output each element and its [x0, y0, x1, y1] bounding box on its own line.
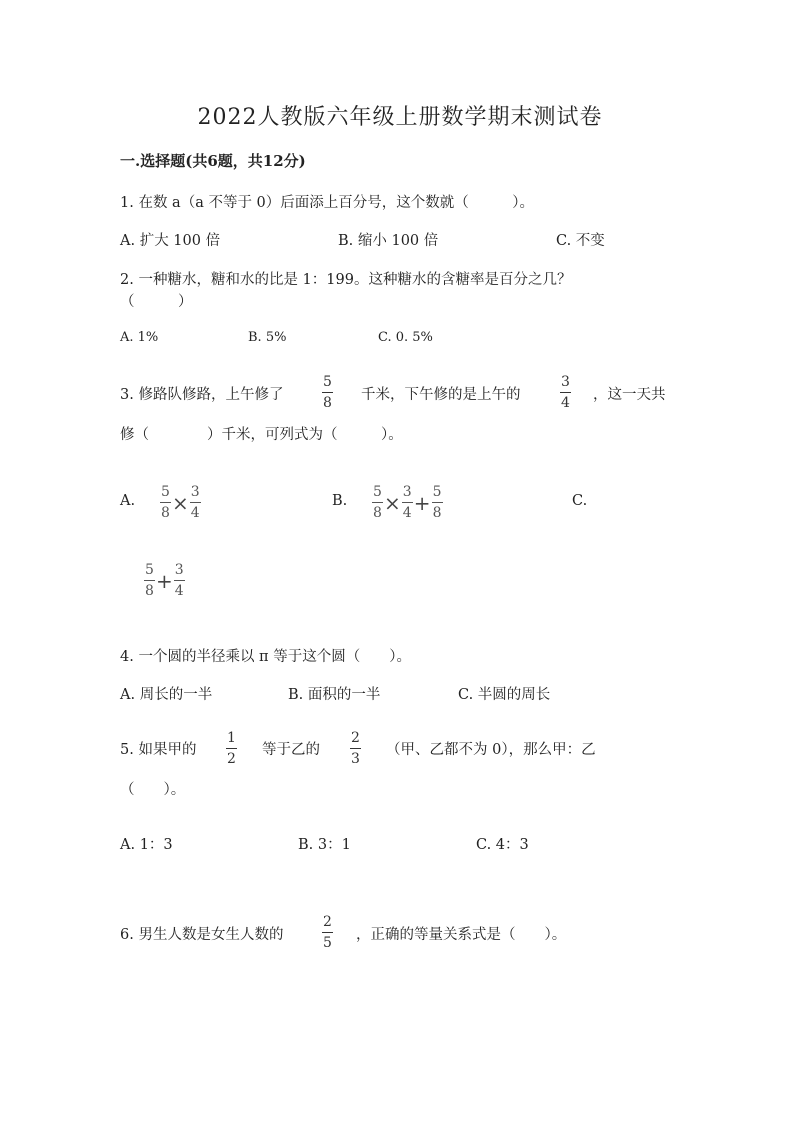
fraction-denominator: 8	[432, 505, 442, 521]
fraction-bar	[322, 932, 333, 933]
question-3-text-part3: ，这一天共	[593, 387, 666, 403]
plus-sign: +	[156, 568, 173, 593]
question-4-text: 4. 一个圆的半径乘以 π 等于这个圆（ ）。	[120, 649, 411, 665]
fraction	[174, 562, 185, 599]
question-6-text-part2: ，正确的等量关系式是（ ）。	[356, 927, 567, 943]
fraction	[160, 484, 171, 521]
fraction	[190, 484, 201, 521]
fraction-bar	[372, 502, 383, 503]
fraction-denominator: 8	[323, 395, 332, 411]
fraction-denominator: 2	[227, 751, 236, 767]
fraction-numerator: 2	[323, 914, 332, 930]
fraction	[144, 562, 155, 599]
fraction	[372, 484, 383, 521]
fraction-numerator: 1	[227, 730, 236, 746]
question-1-text: 1. 在数 a（a 不等于 0）后面添上百分号，这个数就（ ）。	[120, 195, 535, 211]
multiply-sign: ×	[384, 490, 401, 515]
question-3-fraction-1	[322, 374, 333, 411]
fraction-denominator: 3	[351, 751, 360, 767]
fraction-numerator: 2	[351, 730, 360, 746]
question-3-option-b-label: B.	[332, 493, 348, 509]
question-6-text-part1: 6. 男生人数是女生人数的	[120, 927, 284, 943]
fraction-numerator: 5	[323, 374, 332, 390]
fraction-denominator: 4	[190, 505, 200, 521]
plus-sign: +	[413, 490, 431, 515]
fraction-numerator: 5	[145, 562, 154, 578]
question-5-text-part3: （甲、乙都不为 0），那么甲：乙	[386, 742, 596, 758]
fraction-denominator: 4	[561, 395, 570, 411]
question-3-option-c-expression	[144, 562, 185, 599]
fraction-numerator: 3	[402, 484, 412, 500]
fraction-bar	[174, 580, 185, 581]
fraction	[402, 484, 413, 521]
question-2-blank: （ ）	[120, 294, 193, 310]
fraction-numerator: 3	[190, 484, 200, 500]
fraction-denominator: 4	[174, 583, 184, 599]
page-title: 2022人教版六年级上册数学期末测试卷	[197, 105, 603, 130]
question-5-text-part2: 等于乙的	[262, 742, 320, 758]
multiply-sign: ×	[172, 490, 189, 515]
question-4-option-a: A. 周长的一半	[120, 687, 213, 703]
question-3-option-a-label: A.	[120, 493, 136, 509]
fraction	[432, 484, 443, 521]
question-5-fraction-1	[226, 730, 237, 767]
fraction-numerator: 5	[373, 484, 382, 500]
question-2-text: 2. 一种糖水，糖和水的比是 1：199。这种糖水的含糖率是百分之几？	[120, 272, 572, 288]
question-1-option-c: C. 不变	[556, 233, 605, 249]
question-4-option-b: B. 面积的一半	[288, 687, 381, 703]
question-3-fraction-2	[560, 374, 571, 411]
question-3-text-part2: 千米，下午修的是上午的	[361, 387, 521, 403]
fraction-bar	[190, 502, 201, 503]
fraction-denominator: 5	[323, 935, 332, 951]
section-heading: 一.选择题(共6题，共12分)	[120, 152, 306, 170]
fraction-numerator: 5	[161, 484, 170, 500]
question-5-option-b: B. 3：1	[298, 837, 351, 853]
fraction-bar	[402, 502, 413, 503]
question-3-option-c-label: C.	[572, 493, 588, 509]
question-4-option-c: C. 半圆的周长	[458, 687, 551, 703]
fraction-denominator: 8	[161, 505, 170, 521]
question-2-option-c: C. 0. 5%	[378, 330, 433, 345]
question-3-text-line2: 修（ ）千米，可列式为（ ）。	[120, 427, 403, 443]
question-2-option-a: A. 1%	[120, 330, 159, 345]
fraction-bar	[350, 748, 361, 749]
fraction-bar	[560, 392, 571, 393]
fraction-numerator: 3	[561, 374, 570, 390]
question-5-fraction-2	[350, 730, 361, 767]
question-3-text-part1: 3. 修路队修路，上午修了	[120, 387, 284, 403]
fraction-denominator: 8	[145, 583, 154, 599]
question-3-option-a-expression	[160, 484, 201, 521]
fraction-numerator: 5	[432, 484, 442, 500]
question-5-option-c: C. 4：3	[476, 837, 529, 853]
question-2-option-b: B. 5%	[248, 330, 287, 345]
question-5-option-a: A. 1：3	[120, 837, 173, 853]
question-3-option-b-expression	[372, 484, 443, 521]
question-6-fraction-1	[322, 914, 333, 951]
fraction-bar	[160, 502, 171, 503]
fraction-denominator: 8	[373, 505, 382, 521]
question-1-option-a: A. 扩大 100 倍	[120, 233, 221, 249]
question-1-option-b: B. 缩小 100 倍	[338, 233, 439, 249]
fraction-bar	[144, 580, 155, 581]
question-5-text-part1: 5. 如果甲的	[120, 742, 197, 758]
fraction-bar	[432, 502, 443, 503]
fraction-bar	[226, 748, 237, 749]
fraction-bar	[322, 392, 333, 393]
fraction-denominator: 4	[402, 505, 412, 521]
question-5-blank: （ ）。	[120, 782, 186, 798]
fraction-numerator: 3	[174, 562, 184, 578]
